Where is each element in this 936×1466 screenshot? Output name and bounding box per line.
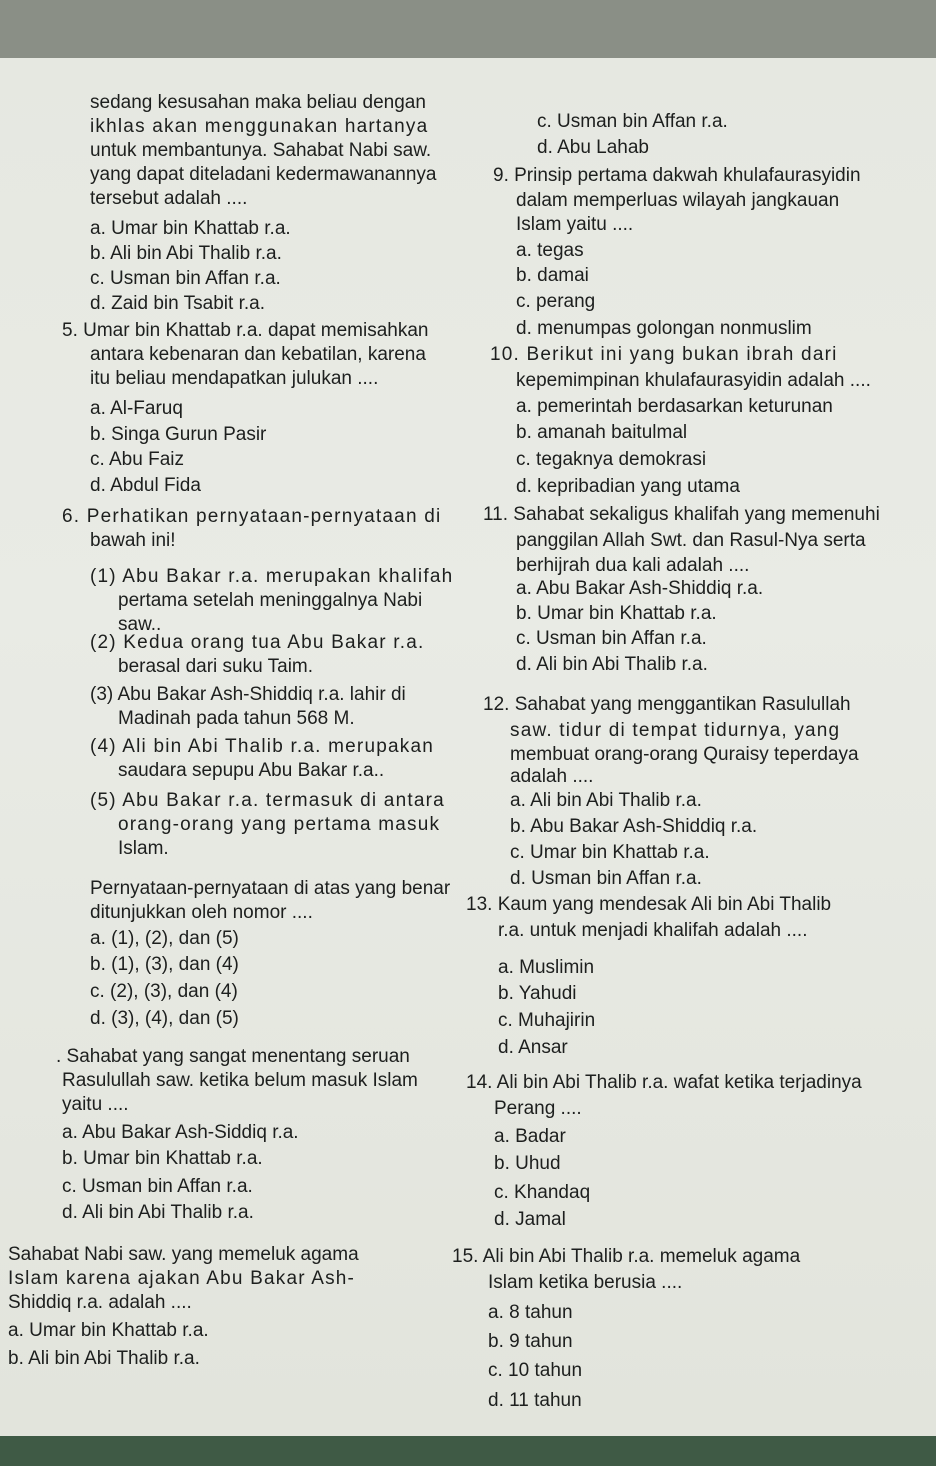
right-column-text-line: d. 11 tahun: [488, 1390, 582, 1411]
left-column-text-line: pertama setelah meninggalnya Nabi: [118, 590, 423, 611]
left-column-text-line: (5) Abu Bakar r.a. termasuk di antara: [90, 790, 445, 811]
left-column-text-line: c. Abu Faiz: [90, 449, 184, 470]
left-column-text-line: . Sahabat yang sangat menentang seruan: [56, 1046, 410, 1067]
right-column-text-line: c. Muhajirin: [498, 1010, 596, 1031]
left-column-text-line: b. Ali bin Abi Thalib r.a.: [8, 1348, 200, 1369]
right-column-text-line: panggilan Allah Swt. dan Rasul-Nya serta: [516, 530, 866, 551]
left-column-text-line: ditunjukkan oleh nomor ....: [90, 902, 313, 923]
left-column-text-line: Sahabat Nabi saw. yang memeluk agama: [8, 1244, 359, 1265]
left-column-text-line: saudara sepupu Abu Bakar r.a..: [118, 760, 385, 781]
left-column-text-line: saw..: [118, 614, 162, 635]
left-column-text-line: bawah ini!: [90, 530, 176, 551]
right-column-text-line: c. Usman bin Affan r.a.: [516, 628, 707, 649]
left-column-text-line: b. Singa Gurun Pasir: [90, 424, 267, 445]
right-column-text-line: d. Usman bin Affan r.a.: [510, 868, 702, 889]
left-column-text-line: (2) Kedua orang tua Abu Bakar r.a.: [90, 632, 425, 653]
left-column-text-line: untuk membantunya. Sahabat Nabi saw.: [90, 140, 432, 161]
left-column-text-line: itu beliau mendapatkan julukan ....: [90, 368, 379, 389]
right-column-text-line: kepemimpinan khulafaurasyidin adalah ....: [516, 370, 871, 391]
right-column-text-line: 10. Berikut ini yang bukan ibrah dari: [490, 344, 838, 365]
left-column-text-line: tersebut adalah ....: [90, 188, 248, 209]
right-column-text-line: 14. Ali bin Abi Thalib r.a. wafat ketika terjadinya: [466, 1072, 862, 1093]
right-column-text-line: Islam ketika berusia ....: [488, 1272, 683, 1293]
left-column-text-line: (3) Abu Bakar Ash-Shiddiq r.a. lahir di: [90, 684, 406, 705]
left-column-text-line: Shiddiq r.a. adalah ....: [8, 1292, 192, 1313]
right-column-text-line: 13. Kaum yang mendesak Ali bin Abi Thalib: [466, 894, 832, 915]
right-column-text-line: a. 8 tahun: [488, 1302, 573, 1323]
left-column-text-line: b. (1), (3), dan (4): [90, 954, 239, 975]
right-column-text-line: c. tegaknya demokrasi: [516, 449, 707, 470]
left-column-text-line: a. (1), (2), dan (5): [90, 928, 239, 949]
right-column-text-line: 12. Sahabat yang menggantikan Rasulullah: [483, 694, 851, 715]
left-column-text-line: antara kebenaran dan kebatilan, karena: [90, 344, 426, 365]
right-column-text-line: adalah ....: [510, 766, 594, 787]
right-column-text-line: membuat orang-orang Quraisy teperdaya: [510, 744, 859, 765]
right-column-text-line: d. menumpas golongan nonmuslim: [516, 318, 812, 339]
left-column-text-line: c. (2), (3), dan (4): [90, 981, 238, 1002]
left-column-text-line: Islam karena ajakan Abu Bakar Ash-: [8, 1268, 356, 1289]
left-column-text-line: b. Umar bin Khattab r.a.: [62, 1148, 263, 1169]
left-column-text-line: a. Al-Faruq: [90, 398, 183, 419]
left-column-text-line: (4) Ali bin Abi Thalib r.a. merupakan: [90, 736, 434, 757]
right-column-text-line: c. Umar bin Khattab r.a.: [510, 842, 710, 863]
left-column-text-line: a. Abu Bakar Ash-Siddiq r.a.: [62, 1122, 299, 1143]
left-column-text-line: yaitu ....: [62, 1094, 129, 1115]
left-column-text-line: ikhlas akan menggunakan hartanya: [90, 116, 429, 137]
left-column-text-line: 5. Umar bin Khattab r.a. dapat memisahkan: [62, 320, 429, 341]
right-column-text-line: b. Yahudi: [498, 983, 577, 1004]
right-column-text-line: b. damai: [516, 265, 589, 286]
right-column-text-line: b. amanah baitulmal: [516, 422, 688, 443]
left-column-text-line: Madinah pada tahun 568 M.: [118, 708, 355, 729]
left-column-text-line: sedang kesusahan maka beliau dengan: [90, 92, 426, 113]
left-column-text-line: d. Zaid bin Tsabit r.a.: [90, 293, 265, 314]
right-column-text-line: c. Khandaq: [494, 1182, 591, 1203]
right-column-text-line: c. 10 tahun: [488, 1360, 583, 1381]
left-column-text-line: b. Ali bin Abi Thalib r.a.: [90, 243, 282, 264]
right-column-text-line: d. Ali bin Abi Thalib r.a.: [516, 654, 708, 675]
right-column-text-line: c. Usman bin Affan r.a.: [537, 111, 728, 132]
right-column-text-line: d. kepribadian yang utama: [516, 476, 740, 497]
left-column-text-line: a. Umar bin Khattab r.a.: [90, 218, 291, 239]
left-column-text-line: d. (3), (4), dan (5): [90, 1008, 239, 1029]
left-column-text-line: berasal dari suku Taim.: [118, 656, 314, 677]
right-column-text-line: Islam yaitu ....: [516, 214, 634, 235]
right-column-text-line: dalam memperluas wilayah jangkauan: [516, 190, 840, 211]
left-column-text-line: orang-orang yang pertama masuk: [118, 814, 441, 835]
left-column-text-line: Islam.: [118, 838, 169, 859]
left-column-text-line: d. Abdul Fida: [90, 475, 201, 496]
right-column-text-line: a. Badar: [494, 1126, 566, 1147]
left-column-text-line: (1) Abu Bakar r.a. merupakan khalifah: [90, 566, 454, 587]
right-column-text-line: a. Ali bin Abi Thalib r.a.: [510, 790, 702, 811]
left-column-text-line: yang dapat diteladani kedermawanannya: [90, 164, 437, 185]
right-column-text-line: 9. Prinsip pertama dakwah khulafaurasyidin: [493, 165, 861, 186]
right-column-text-line: b. Abu Bakar Ash-Shiddiq r.a.: [510, 816, 758, 837]
left-column-text-line: Pernyataan-pernyataan di atas yang benar: [90, 878, 451, 899]
right-column-text-line: berhijrah dua kali adalah ....: [516, 555, 750, 576]
right-column-text-line: b. 9 tahun: [488, 1331, 573, 1352]
right-column-text-line: saw. tidur di tempat tidurnya, yang: [510, 720, 841, 741]
right-column-text-line: a. Abu Bakar Ash-Shiddiq r.a.: [516, 578, 764, 599]
left-column-text-line: c. Usman bin Affan r.a.: [62, 1176, 253, 1197]
right-column-text-line: r.a. untuk menjadi khalifah adalah ....: [498, 920, 808, 941]
right-column-text-line: d. Ansar: [498, 1037, 568, 1058]
right-column-text-line: 15. Ali bin Abi Thalib r.a. memeluk agama: [452, 1246, 801, 1267]
right-column-text-line: b. Umar bin Khattab r.a.: [516, 603, 717, 624]
right-column-text-line: d. Jamal: [494, 1209, 566, 1230]
background-surface: [0, 1436, 936, 1466]
left-column-text-line: 6. Perhatikan pernyataan-pernyataan di: [62, 506, 442, 527]
right-column-text-line: Perang ....: [494, 1098, 582, 1119]
left-column-text-line: a. Umar bin Khattab r.a.: [8, 1320, 209, 1341]
right-column-text-line: d. Abu Lahab: [537, 137, 649, 158]
left-column-text-line: c. Usman bin Affan r.a.: [90, 268, 281, 289]
right-column-text-line: a. tegas: [516, 240, 584, 261]
right-column-text-line: a. pemerintah berdasarkan keturunan: [516, 396, 833, 417]
right-column-text-line: b. Uhud: [494, 1153, 561, 1174]
left-column-text-line: d. Ali bin Abi Thalib r.a.: [62, 1202, 254, 1223]
right-column-text-line: a. Muslimin: [498, 957, 595, 978]
left-column-text-line: Rasulullah saw. ketika belum masuk Islam: [62, 1070, 418, 1091]
right-column-text-line: 11. Sahabat sekaligus khalifah yang memenuhi: [483, 504, 880, 525]
right-column-text-line: c. perang: [516, 291, 596, 312]
